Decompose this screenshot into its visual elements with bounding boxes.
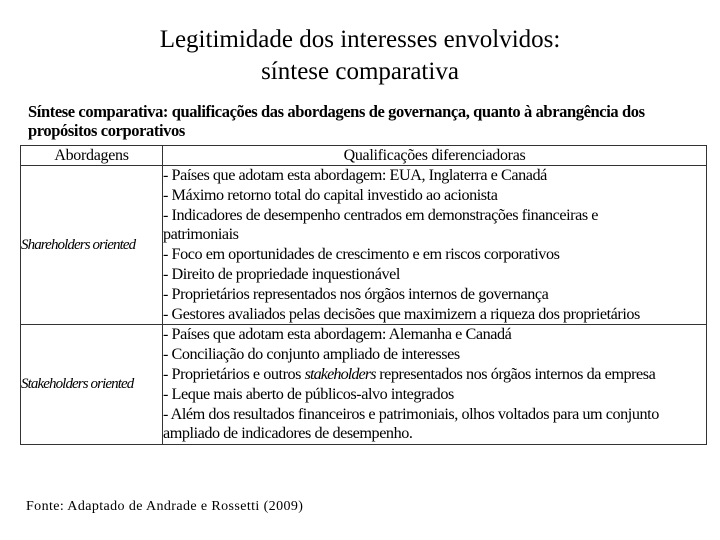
- qualification-line: - Foco em oportunidades de crescimento e em riscos corporativos: [163, 245, 560, 264]
- table-header-row: [21, 146, 707, 166]
- source-note: Fonte: Adaptado de Andrade e Rossetti (2009): [26, 499, 304, 514]
- qualification-text: representados nos órgãos internos da empresa: [375, 364, 656, 383]
- qualification-line: - Direito de propriedade inquestionável: [163, 264, 400, 283]
- qualification-line: - Gestores avaliados pelas decisões que maximizem a riqueza dos proprietários: [163, 304, 640, 323]
- header-approach: Abordagens: [21, 146, 163, 166]
- table-body: [21, 166, 707, 445]
- qualification-line: - Máximo retorno total do capital investido ao acionista: [163, 185, 498, 204]
- qualification-line: - Conciliação do conjunto ampliado de interesses: [163, 345, 460, 364]
- qualification-line: - Além dos resultados financeiros e patrimoniais, olhos voltados para um conjunto: [163, 404, 659, 423]
- table-row: [21, 325, 707, 445]
- qualification-line: - Leque mais aberto de públicos-alvo integrados: [163, 384, 454, 403]
- slide-title-line: Legitimidade dos interesses envolvidos:: [159, 26, 561, 53]
- slide-title-line: síntese comparativa: [261, 58, 459, 85]
- header-qualifications: Qualificações diferenciadoras: [163, 146, 707, 166]
- table-caption-line: Síntese comparativa: qualificações das abordagens de governança, quanto à abrangência dos: [28, 102, 645, 121]
- qualifications-cell: [163, 325, 707, 445]
- table-row: [21, 166, 707, 325]
- qualification-line: [163, 365, 706, 385]
- approach-cell: Shareholders oriented: [21, 166, 163, 325]
- qualification-line: - Proprietários representados nos órgãos internos de governança: [163, 284, 549, 303]
- table-caption: [28, 102, 708, 140]
- comparison-table: [20, 145, 707, 445]
- table-caption-line: propósitos corporativos: [28, 121, 185, 140]
- approach-cell: Stakeholders oriented: [21, 325, 163, 445]
- qualification-line: patrimoniais: [163, 225, 239, 244]
- qualification-emphasis: stakeholders: [304, 364, 376, 383]
- qualification-text: - Proprietários e outros: [163, 364, 305, 383]
- qualification-line: - Países que adotam esta abordagem: Alemanha e Canadá: [163, 325, 512, 344]
- qualifications-cell: [163, 166, 707, 325]
- qualification-line: - Indicadores de desempenho centrados em demonstrações financeiras e: [163, 205, 599, 224]
- slide-title: [0, 24, 720, 88]
- qualification-line: - Países que adotam esta abordagem: EUA, Inglaterra e Canadá: [163, 166, 547, 184]
- qualification-line: ampliado de indicadores de desempenho.: [163, 424, 413, 443]
